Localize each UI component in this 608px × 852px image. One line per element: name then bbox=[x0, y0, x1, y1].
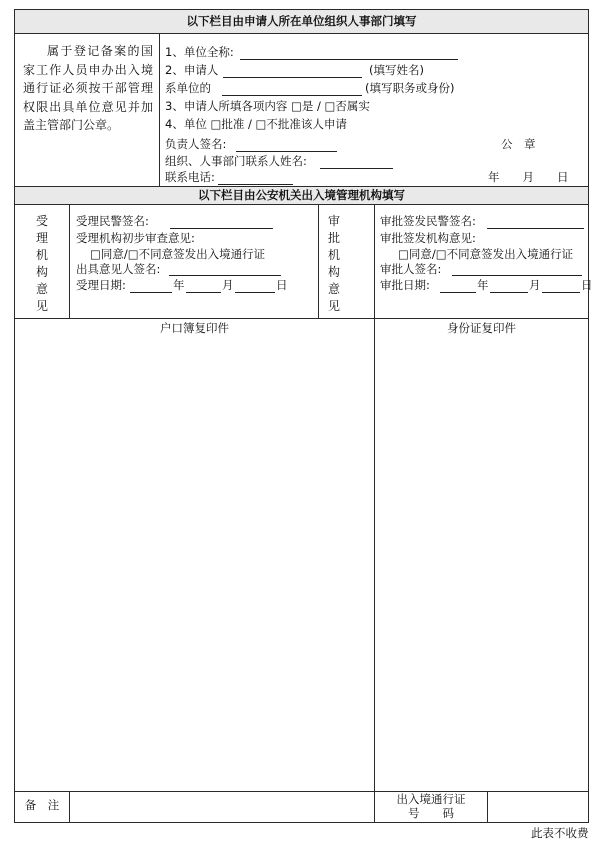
truthfulness-check[interactable]: 3、申请人所填各项内容 □是 / □否属实 bbox=[165, 99, 370, 113]
contact-name-field[interactable] bbox=[320, 168, 393, 169]
applicant-name-hint: (填写姓名) bbox=[369, 63, 424, 77]
accept-officer-label: 受理民警签名: bbox=[76, 214, 149, 228]
applicant-position-field[interactable] bbox=[222, 95, 362, 96]
free-of-charge-note: 此表不收费 bbox=[531, 826, 589, 840]
approve-date-label: 审批日期: bbox=[380, 278, 430, 292]
accept-signer-label: 出具意见人签名: bbox=[76, 262, 161, 276]
section1-header-line bbox=[14, 33, 589, 34]
accept-day-label: 日 bbox=[276, 278, 288, 292]
household-register-copy-area[interactable] bbox=[15, 340, 374, 790]
approve-day-label: 日 bbox=[581, 278, 593, 292]
accept-day-field[interactable] bbox=[235, 292, 275, 293]
approve-signer-label: 审批人签名: bbox=[380, 262, 442, 276]
leader-sign-field[interactable] bbox=[236, 151, 337, 152]
unit-date-label: 年 月 日 bbox=[488, 170, 569, 184]
frame-bottom bbox=[14, 822, 589, 823]
accept-month-field[interactable] bbox=[186, 292, 221, 293]
accept-year-label: 年 bbox=[173, 278, 185, 292]
official-seal-label: 公 章 bbox=[501, 137, 536, 151]
household-register-copy-label: 户口簿复印件 bbox=[160, 321, 229, 335]
approve-year-label: 年 bbox=[477, 278, 489, 292]
accept-choice-check[interactable]: □同意/□不同意签发出入境通行证 bbox=[90, 247, 266, 261]
contact-phone-field[interactable] bbox=[218, 184, 293, 185]
section1-header: 以下栏目由申请人所在单位组织人事部门填写 bbox=[186, 14, 417, 28]
applicant-name-field[interactable] bbox=[223, 77, 362, 78]
approve-officer-label: 审批签发民警签名: bbox=[380, 214, 476, 228]
accept-date-label: 受理日期: bbox=[76, 278, 126, 292]
accept-officer-field[interactable] bbox=[170, 228, 273, 229]
section2-bottom-line bbox=[14, 318, 589, 319]
accept-signer-field[interactable] bbox=[169, 275, 281, 276]
approve-officer-field[interactable] bbox=[487, 228, 584, 229]
approve-month-label: 月 bbox=[529, 278, 541, 292]
permit-number-field[interactable] bbox=[488, 792, 588, 822]
accept-month-label: 月 bbox=[222, 278, 234, 292]
frame-right bbox=[588, 9, 589, 823]
accept-opinion-label: 受理机构初步审查意见: bbox=[76, 231, 195, 245]
section2-header: 以下栏目由公安机关出入境管理机构填写 bbox=[198, 188, 405, 202]
id-card-copy-label: 身份证复印件 bbox=[447, 321, 516, 335]
leader-sign-label: 负责人签名: bbox=[165, 137, 227, 151]
applicant-position-label: 系单位的 bbox=[165, 81, 211, 95]
remarks-field[interactable] bbox=[70, 792, 374, 822]
permit-number-label-line1: 出入境通行证 bbox=[396, 792, 466, 806]
permit-number-label-line2: 号 码 bbox=[408, 806, 454, 820]
approve-col-label: 审批机构意见 bbox=[327, 214, 340, 313]
approve-choice-check[interactable]: □同意/□不同意签发出入境通行证 bbox=[398, 247, 574, 261]
applicant-position-hint: (填写职务或身份) bbox=[365, 81, 455, 95]
section2-header-line bbox=[14, 204, 589, 205]
unit-approval-note: 属于登记备案的国家工作人员申办出入境通行证必须按干部管理权限出具单位意见并加盖主管部门公章。 bbox=[23, 44, 153, 132]
id-card-copy-area[interactable] bbox=[375, 340, 588, 790]
approve-opinion-label: 审批签发机构意见: bbox=[380, 231, 476, 245]
unit-full-name-label: 1、单位全称: bbox=[165, 45, 234, 59]
accept-col-divider bbox=[69, 204, 70, 318]
unit-full-name-field[interactable] bbox=[240, 59, 458, 60]
accept-col-label: 受理机构意见 bbox=[35, 214, 48, 313]
remarks-label: 备 注 bbox=[24, 798, 60, 812]
approve-signer-field[interactable] bbox=[452, 275, 582, 276]
middle-divider bbox=[318, 204, 319, 318]
approve-col-divider bbox=[374, 204, 375, 318]
unit-approval-check[interactable]: 4、单位 □批准 / □不批准该人申请 bbox=[165, 117, 347, 131]
approve-day-field[interactable] bbox=[542, 292, 580, 293]
approve-year-field[interactable] bbox=[440, 292, 476, 293]
section1-divider bbox=[159, 33, 160, 186]
approve-month-field[interactable] bbox=[490, 292, 528, 293]
accept-year-field[interactable] bbox=[130, 292, 172, 293]
applicant-label: 2、申请人 bbox=[165, 63, 219, 77]
contact-phone-label: 联系电话: bbox=[165, 170, 215, 184]
contact-name-label: 组织、人事部门联系人姓名: bbox=[165, 154, 307, 168]
